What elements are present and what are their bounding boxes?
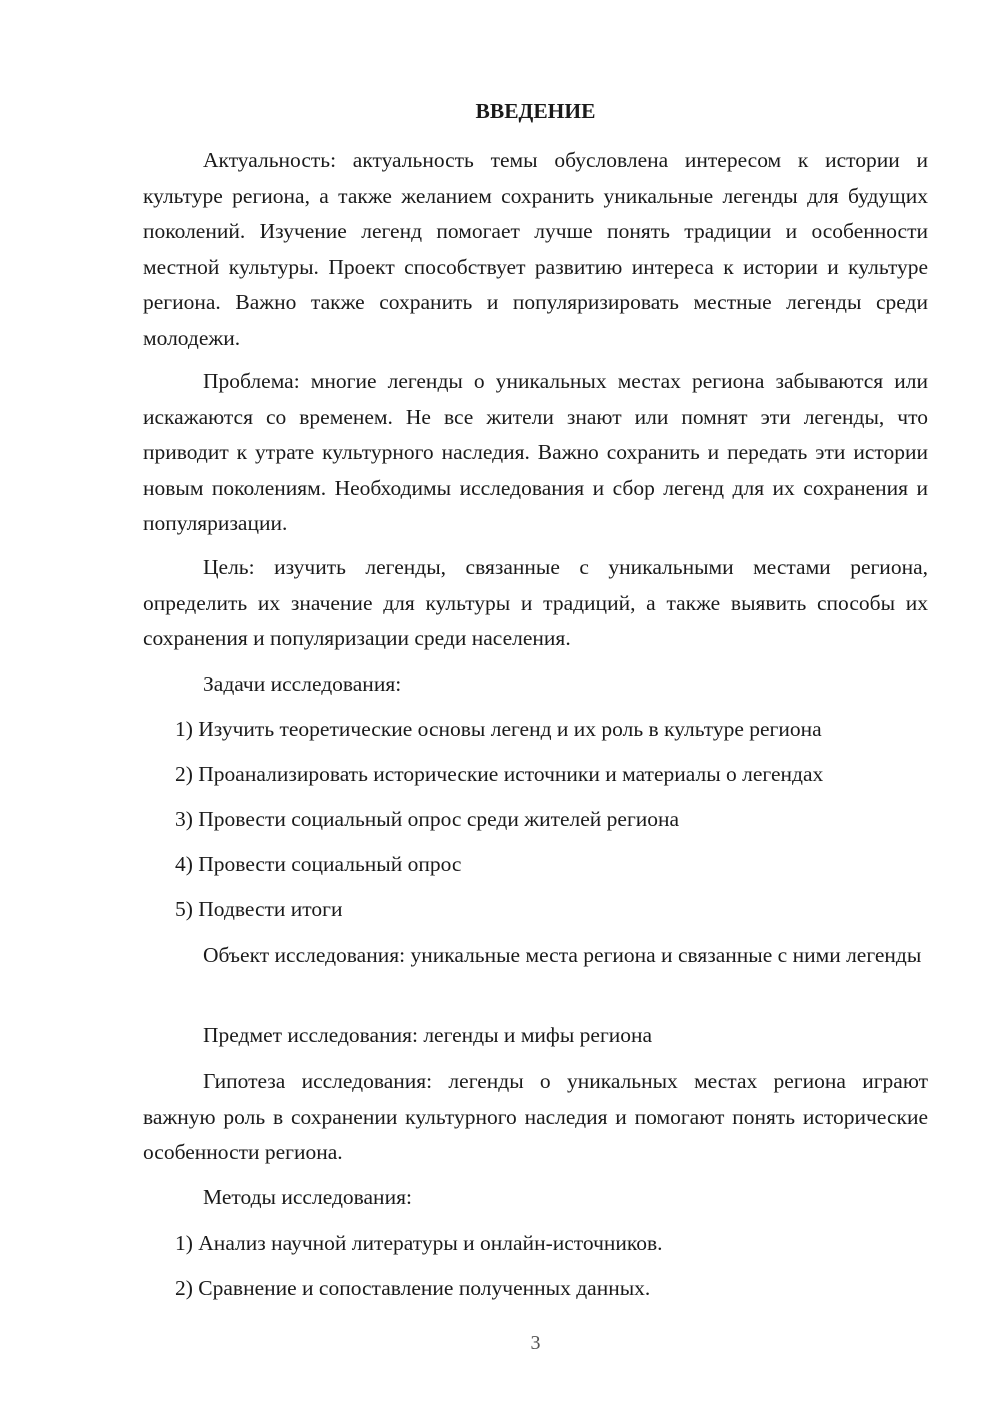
document-page xyxy=(143,0,928,1414)
task-item: 2) Проанализировать исторические источники и материалы о легендах xyxy=(175,762,824,786)
subject-paragraph: Предмет исследования: легенды и мифы региона xyxy=(203,1023,653,1047)
method-item: 1) Анализ научной литературы и онлайн-источников. xyxy=(175,1231,663,1255)
relevance-paragraph: Актуальность: актуальность темы обусловлена интересом к истории и культуре региона, а также желанием сохранить уникальные легенды для будущих поколений. Изучение легенд помогает лучше понять традиции и особенности местной культуры. Проект способствует развитию интереса к истории и культуре региона. Важно также сохранить и популяризировать местные легенды среди молодежи. xyxy=(143,148,928,350)
method-item: 2) Сравнение и сопоставление полученных данных. xyxy=(175,1276,651,1300)
hypothesis-paragraph: Гипотеза исследования: легенды о уникальных местах региона играют важную роль в сохранении культурного наследия и помогают понять исторические особенности региона. xyxy=(143,1069,928,1164)
task-item: 4) Провести социальный опрос xyxy=(175,852,462,876)
page-title: ВВЕДЕНИЕ xyxy=(475,99,596,123)
page-number: 3 xyxy=(530,1332,541,1354)
goal-paragraph: Цель: изучить легенды, связанные с уникальными местами региона, определить их значение для культуры и традиций, а также выявить способы их сохранения и популяризации среди населения. xyxy=(143,555,928,650)
task-item: 1) Изучить теоретические основы легенд и их роль в культуре региона xyxy=(175,717,822,741)
task-item: 5) Подвести итоги xyxy=(175,897,343,921)
task-item: 3) Провести социальный опрос среди жителей региона xyxy=(175,807,680,831)
problem-paragraph: Проблема: многие легенды о уникальных местах региона забываются или искажаются со временем. Не все жители знают или помнят эти легенды, что приводит к утрате культурного наследия. Важно сохранить и передать эти истории новым поколениям. Необходимы исследования и сбор легенд для их сохранения и популяризации. xyxy=(143,369,928,535)
tasks-heading: Задачи исследования: xyxy=(203,672,402,696)
methods-heading: Методы исследования: xyxy=(203,1185,412,1209)
object-paragraph: Объект исследования: уникальные места региона и связанные с ними легенды xyxy=(203,943,922,967)
